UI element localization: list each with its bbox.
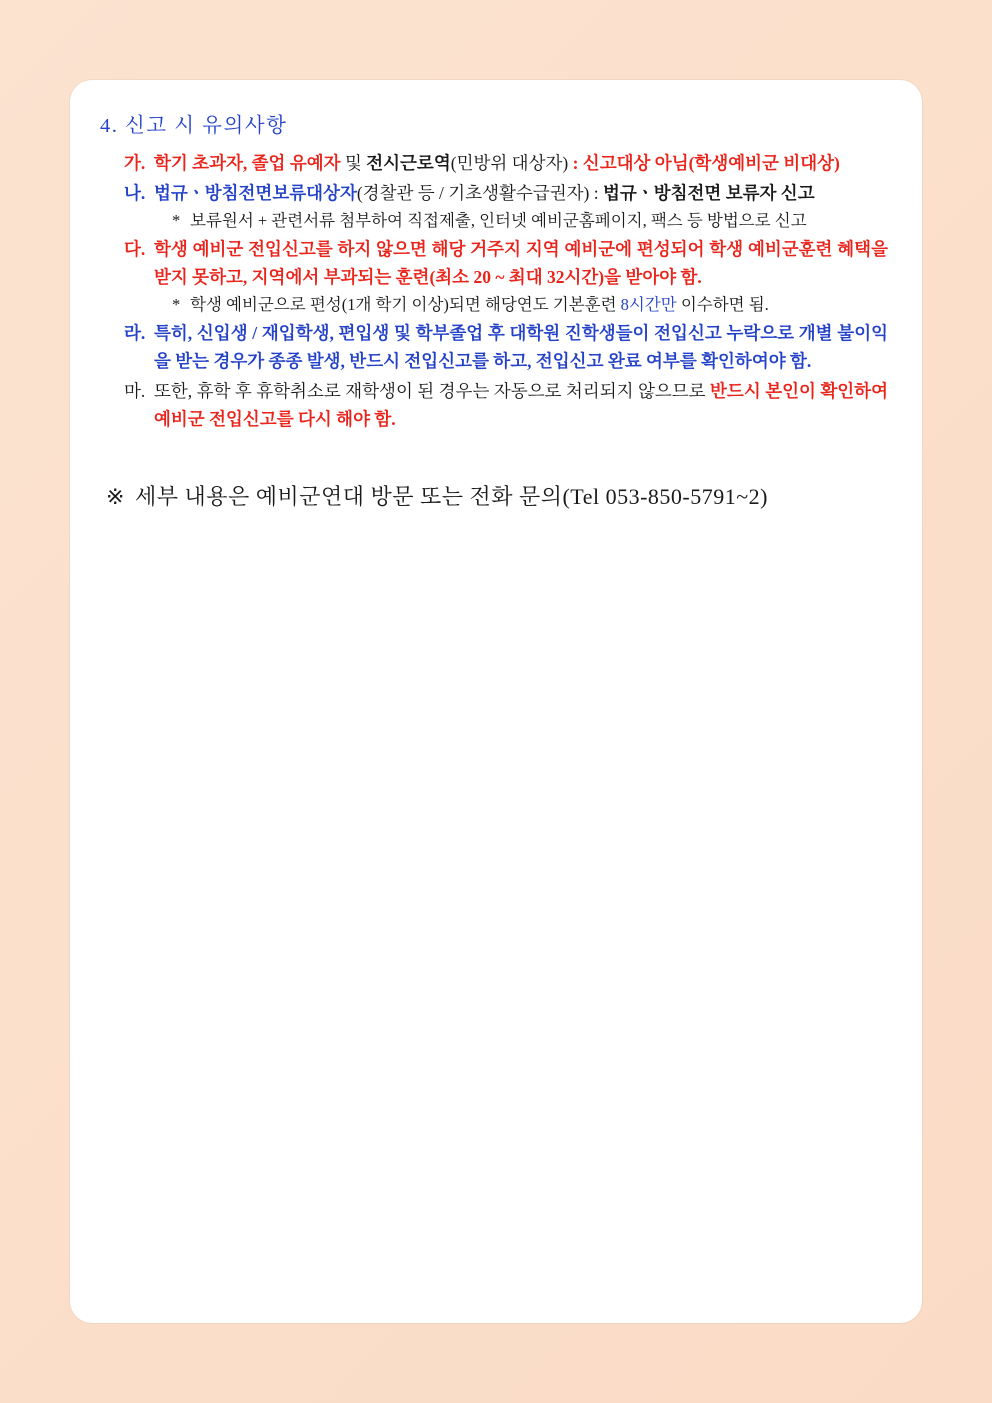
text-run: 학기 초과자, 졸업 유예자	[154, 153, 345, 174]
item-marker: 라.	[124, 323, 146, 344]
section-heading	[100, 110, 888, 143]
item-text	[154, 235, 888, 292]
text-run: 특히, 신입생 / 재입학생, 편입생 및 학부졸업 후 대학원 진학생들이 전입신고 누락으로 개별 불이익을 받는 경우가 종종 발생, 반드시 전입신고를 하고, 전입신고 완료 여부를 확인하여야 함.	[154, 323, 888, 372]
subitem-marker: *	[172, 210, 181, 230]
item-marker: 마.	[124, 380, 146, 401]
footnote	[106, 479, 888, 515]
text-run: 전시근로역	[366, 153, 451, 174]
notice-subitem	[92, 292, 888, 319]
notice-item	[92, 179, 888, 207]
text-run: 법규ㆍ방침전면보류대상자	[154, 182, 357, 203]
document-page	[70, 80, 922, 1323]
text-run: (경찰관 등 / 기초생활수급권자) :	[356, 182, 603, 203]
section-number: 4.	[100, 115, 119, 137]
document-body	[92, 110, 888, 515]
text-run: (민방위 대상자)	[450, 153, 569, 174]
subitem-marker: *	[172, 295, 181, 315]
text-run: 법규ㆍ방침전면 보류자 신고	[602, 182, 815, 203]
text-run: 보류원서 + 관련서류 첨부하여 직접제출, 인터넷 예비군홈페이지, 팩스 등 방법으로 신고	[190, 210, 807, 230]
text-run: 학생 예비군으로 편성(1개 학기 이상)되면 해당연도 기본훈련	[190, 295, 621, 315]
subitem-text	[190, 208, 888, 235]
text-run: 8시간만	[620, 295, 677, 315]
notice-item	[92, 377, 888, 434]
item-text	[154, 377, 888, 434]
item-marker: 다.	[124, 238, 146, 259]
section-title: 신고 시 유의사항	[125, 115, 288, 137]
text-run: 이수하면 됨.	[676, 295, 769, 315]
item-text	[154, 179, 888, 207]
text-run: : 신고대상 아님(학생예비군 비대상)	[568, 153, 840, 174]
footnote-text: 세부 내용은 예비군연대 방문 또는 전화 문의(Tel 053-850-5791~2)	[134, 484, 768, 510]
item-text	[154, 149, 888, 177]
text-run: 학생 예비군 전입신고를 하지 않으면 해당 거주지 지역 예비군에 편성되어 학생 예비군훈련 혜택을 받지 못하고, 지역에서 부과되는 훈련(최소 20 ~ 최대 32시간)을 받아야 함.	[154, 238, 888, 287]
footnote-symbol: ※	[106, 484, 125, 510]
notice-item	[92, 319, 888, 376]
notice-subitem	[92, 208, 888, 235]
text-run: 및	[344, 153, 367, 174]
notice-item	[92, 149, 888, 177]
subitem-text	[190, 292, 888, 319]
item-text	[154, 319, 888, 376]
item-marker: 가.	[124, 153, 146, 174]
item-marker: 나.	[124, 182, 146, 203]
notice-item-list	[92, 149, 888, 433]
text-run: 반드시 본인이 확인하여 예비군 전입신고를 다시 해야 함.	[154, 380, 888, 430]
notice-item	[92, 235, 888, 292]
text-run: 또한, 휴학 후 휴학취소로 재학생이 된 경우는 자동으로 처리되지 않으므로	[154, 380, 711, 401]
